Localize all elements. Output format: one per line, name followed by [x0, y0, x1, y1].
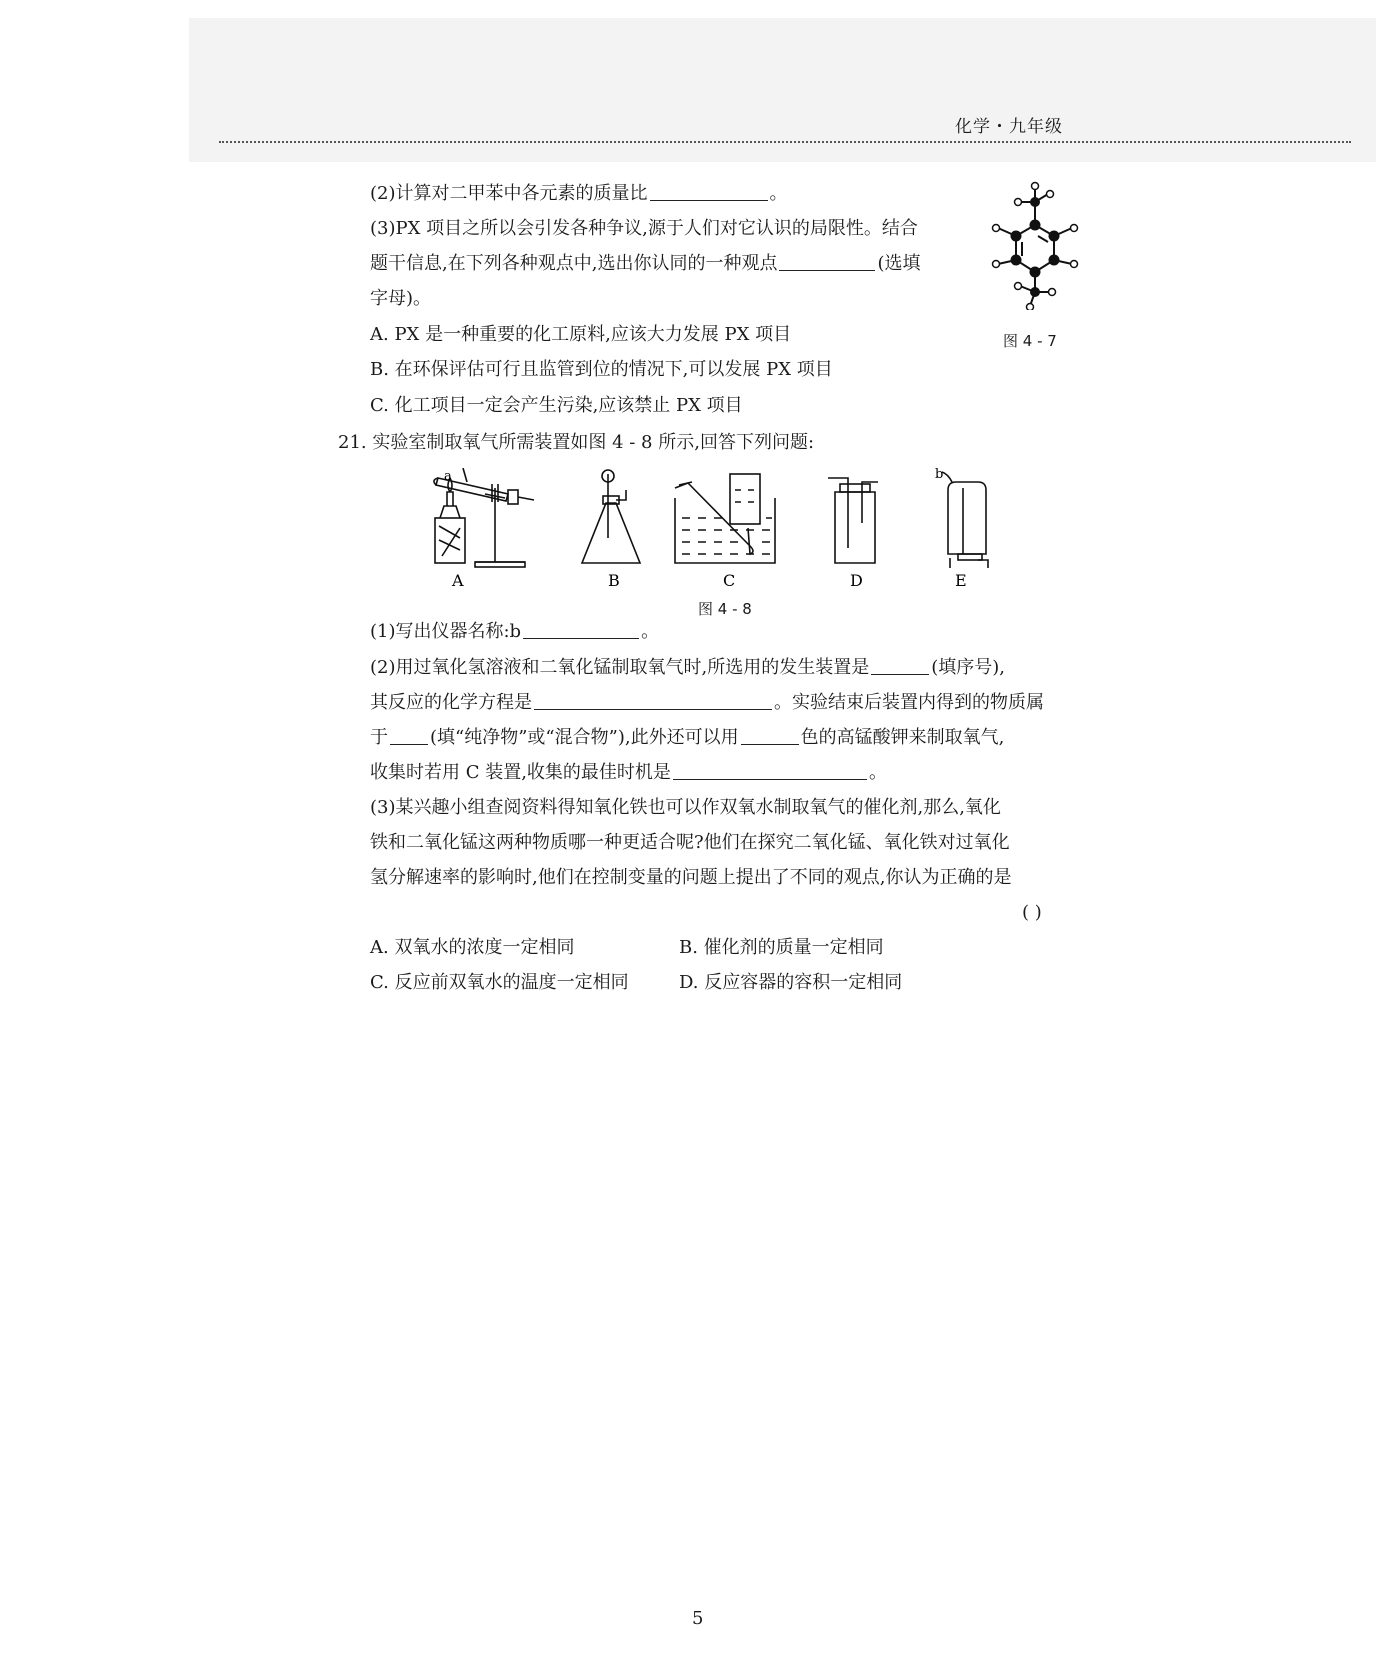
q20-part3-line3: 字母)。	[370, 288, 432, 309]
apparatus-e	[942, 472, 988, 568]
q21-part3-line1: (3)某兴趣小组查阅资料得知氧化铁也可以作双氧水制取氧气的催化剂,那么,氧化	[370, 797, 1001, 818]
answer-blank[interactable]	[650, 182, 768, 201]
answer-bracket[interactable]: ( )	[1022, 902, 1042, 923]
q21-option-a: A. 双氧水的浓度一定相同	[370, 937, 575, 958]
q21-part2-line2: 其反应的化学方程是 。实验结束后装置内得到的物质属	[370, 692, 1044, 713]
header-divider	[219, 141, 1351, 143]
q20-part2: (2)计算对二甲苯中各元素的质量比 。	[370, 183, 788, 204]
apparatus-label-e: E	[955, 571, 967, 590]
header-title: 化学・九年级	[955, 117, 1063, 137]
q21-part2-line1: (2)用过氧化氢溶液和二氧化锰制取氧气时,所选用的发生装置是 (填序号),	[370, 657, 1005, 678]
q20-option-a: A. PX 是一种重要的化工原料,应该大力发展 PX 项目	[370, 324, 792, 345]
figure-4-8-caption: 图 4 - 8	[698, 600, 752, 618]
q21-option-d: D. 反应容器的容积一定相同	[679, 972, 903, 993]
q21-part3-line2: 铁和二氧化锰这两种物质哪一种更适合呢?他们在探究二氧化锰、氧化铁对过氧化	[370, 832, 1010, 853]
apparatus-label-c: C	[723, 571, 736, 590]
q21-part1: (1)写出仪器名称:b 。	[370, 621, 660, 642]
apparatus-label-d: D	[850, 571, 863, 590]
answer-blank[interactable]	[871, 656, 929, 675]
answer-blank[interactable]	[523, 620, 639, 639]
answer-blank[interactable]	[390, 726, 428, 745]
q21-part2-line3: 于 (填“纯净物”或“混合物”),此外还可以用 色的高锰酸钾来制取氧气,	[370, 727, 1005, 748]
apparatus-label-b: B	[608, 571, 620, 590]
q20-part3-line2: 题干信息,在下列各种观点中,选出你认同的一种观点 (选填	[370, 253, 921, 274]
apparatus-label-a: A	[452, 571, 464, 590]
apparatus-figure	[430, 468, 1030, 593]
molecule-figure	[990, 180, 1090, 310]
q21-stem: 21. 实验室制取氧气所需装置如图 4 - 8 所示,回答下列问题:	[338, 432, 815, 453]
answer-blank[interactable]	[534, 691, 772, 710]
q21-option-b: B. 催化剂的质量一定相同	[679, 937, 884, 958]
q21-part3-line3: 氢分解速率的影响时,他们在控制变量的问题上提出了不同的观点,你认为正确的是	[370, 867, 1012, 888]
answer-blank[interactable]	[779, 252, 875, 271]
apparatus-d	[828, 478, 878, 563]
label-b: b	[935, 468, 944, 482]
answer-blank[interactable]	[741, 726, 799, 745]
apparatus-b	[582, 470, 640, 563]
apparatus-c	[675, 474, 775, 563]
q20-option-c: C. 化工项目一定会产生污染,应该禁止 PX 项目	[370, 395, 743, 416]
q20-option-b: B. 在环保评估可行且监管到位的情况下,可以发展 PX 项目	[370, 359, 833, 380]
figure-4-7-caption: 图 4 - 7	[1003, 332, 1057, 350]
q21-option-c: C. 反应前双氧水的温度一定相同	[370, 972, 629, 993]
answer-blank[interactable]	[673, 761, 867, 780]
page-number: 5	[692, 1608, 704, 1629]
q21-part2-line4: 收集时若用 C 装置,收集的最佳时机是 。	[370, 762, 887, 783]
q20-part3-line1: (3)PX 项目之所以会引发各种争议,源于人们对它认识的局限性。结合	[370, 218, 918, 239]
label-a: a	[444, 469, 452, 484]
